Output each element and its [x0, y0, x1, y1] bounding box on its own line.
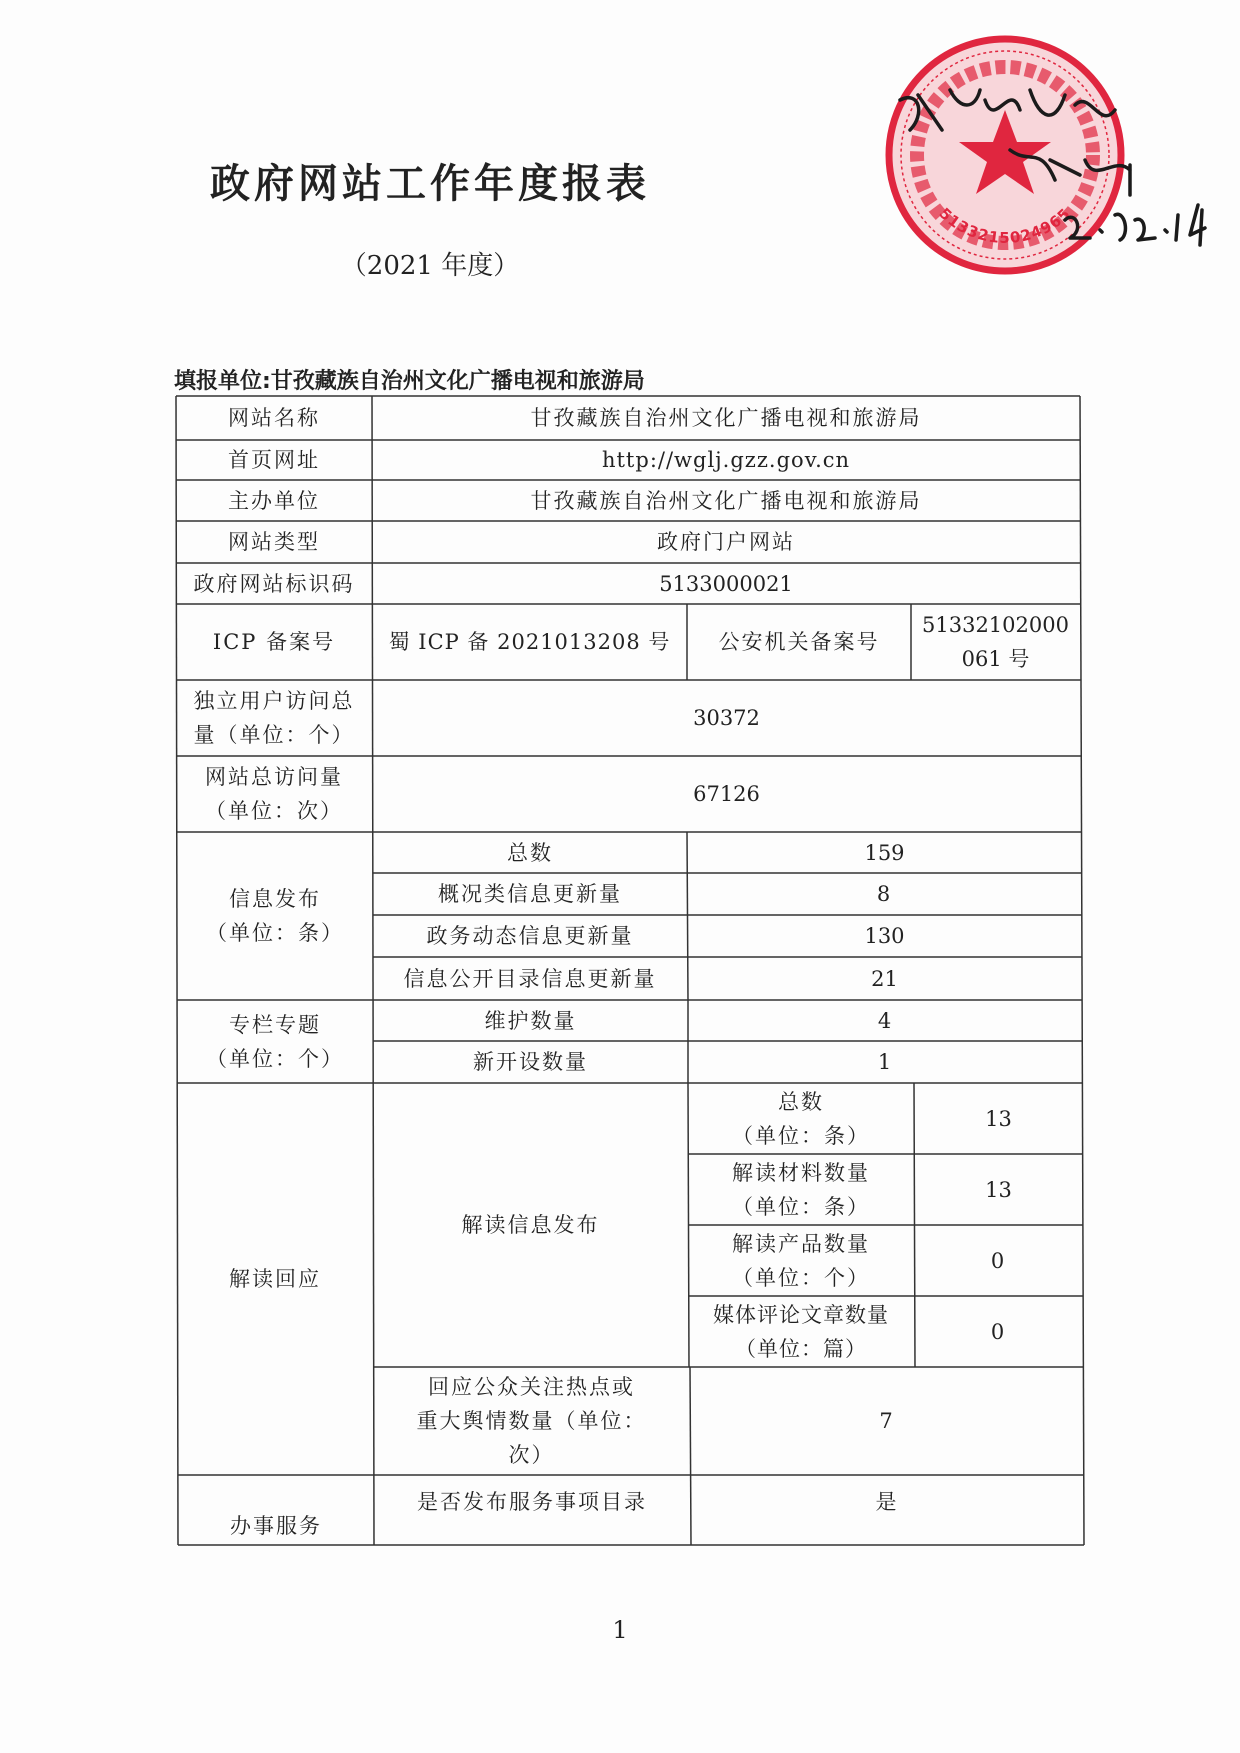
site-type-value: 政府门户网站	[657, 530, 795, 554]
interp-total-label	[688, 1083, 914, 1154]
info-publish-label-line1: 信息发布	[229, 887, 321, 911]
media-value: 0	[990, 1319, 1007, 1344]
maintain-label: 维护数量	[484, 1008, 577, 1033]
host-value: 甘孜藏族自治州文化广播电视和旅游局	[530, 488, 922, 513]
service-catalog-value: 是	[875, 1490, 899, 1514]
response-value: 7	[879, 1409, 895, 1433]
product-value: 0	[990, 1248, 1007, 1273]
info-total-value: 159	[864, 840, 905, 865]
media-label-line2: （单位：篇）	[735, 1336, 867, 1361]
interp-total-value: 13	[985, 1106, 1012, 1131]
interp-total-label-line2: （单位：条）	[732, 1123, 870, 1148]
icp-value: 蜀 ICP 备 2021013208 号	[388, 630, 671, 654]
news-value: 130	[864, 924, 905, 948]
site-code-value: 5133000021	[659, 571, 793, 596]
uv-label-line1: 独立用户访问总	[193, 689, 355, 713]
product-label-line1: 解读产品数量	[732, 1231, 870, 1256]
pv-label-line1: 网站总访问量	[205, 765, 343, 789]
homepage-label: 首页网址	[228, 448, 320, 472]
material-label	[688, 1154, 914, 1225]
catalog-value: 21	[871, 966, 898, 991]
pv-value: 67126	[693, 782, 760, 806]
material-value: 13	[985, 1177, 1012, 1202]
site-name-value: 甘孜藏族自治州文化广播电视和旅游局	[530, 406, 922, 430]
overview-value: 8	[876, 882, 893, 906]
host-label: 主办单位	[228, 488, 320, 513]
handwritten-signature	[880, 70, 1220, 270]
site-code-label: 政府网站标识码	[193, 571, 355, 596]
news-label: 政务动态信息更新量	[426, 924, 634, 948]
service-label: 办事服务	[230, 1514, 322, 1538]
catalog-label: 信息公开目录信息更新量	[403, 966, 657, 991]
pv-label	[176, 756, 372, 832]
column-label-line2: （单位：个）	[206, 1046, 344, 1071]
response-label-line2: 重大舆情数量（单位：	[416, 1409, 647, 1433]
new-column-value: 1	[877, 1050, 894, 1074]
service-catalog-label: 是否发布服务事项目录	[417, 1490, 647, 1514]
media-label-line1: 媒体评论文章数量	[713, 1302, 889, 1327]
page-title: 政府网站工作年度报表	[210, 161, 650, 207]
police-record-line2: 061 号	[961, 647, 1030, 671]
seal-number: 5133215024965	[935, 204, 1075, 247]
info-publish-label-line2: （单位：条）	[206, 921, 344, 945]
pv-label-line2: （单位：次）	[205, 799, 343, 823]
new-column-label: 新开设数量	[473, 1050, 588, 1074]
overview-label: 概况类信息更新量	[438, 882, 622, 906]
column-label	[177, 1000, 373, 1083]
product-label-line2: （单位：个）	[732, 1265, 870, 1290]
interp-total-label-line1: 总数	[778, 1089, 824, 1114]
response-label-line1: 回应公众关注热点或	[428, 1375, 635, 1399]
police-record-line1: 51332102000	[922, 613, 1069, 637]
response-label	[373, 1367, 690, 1475]
police-record-label: 公安机关备案号	[718, 630, 880, 654]
site-name-label: 网站名称	[228, 406, 320, 430]
uv-label	[176, 680, 372, 756]
maintain-value: 4	[877, 1008, 894, 1033]
response-label-line3: 次）	[508, 1443, 555, 1467]
material-label-line2: （单位：条）	[732, 1194, 870, 1219]
info-total-label: 总数	[507, 840, 553, 865]
page-number: 1	[612, 1616, 628, 1644]
info-publish-label	[177, 832, 373, 1000]
uv-value: 30372	[693, 706, 760, 730]
uv-label-line2: 量（单位：个）	[193, 723, 355, 747]
police-record-value	[911, 604, 1080, 680]
reporting-unit: 填报单位:甘孜藏族自治州文化广播电视和旅游局	[174, 369, 645, 394]
homepage-value: http://wglj.gzz.gov.cn	[601, 448, 851, 472]
material-label-line1: 解读材料数量	[732, 1160, 870, 1185]
interp-publish-label: 解读信息发布	[461, 1213, 600, 1237]
report-year: （2021 年度）	[340, 251, 520, 281]
media-label	[688, 1296, 914, 1367]
icp-label: ICP 备案号	[212, 630, 336, 654]
interp-response-label: 解读回应	[229, 1267, 321, 1291]
column-label-line1: 专栏专题	[229, 1012, 321, 1037]
site-type-label: 网站类型	[228, 530, 320, 554]
product-label	[688, 1225, 914, 1296]
